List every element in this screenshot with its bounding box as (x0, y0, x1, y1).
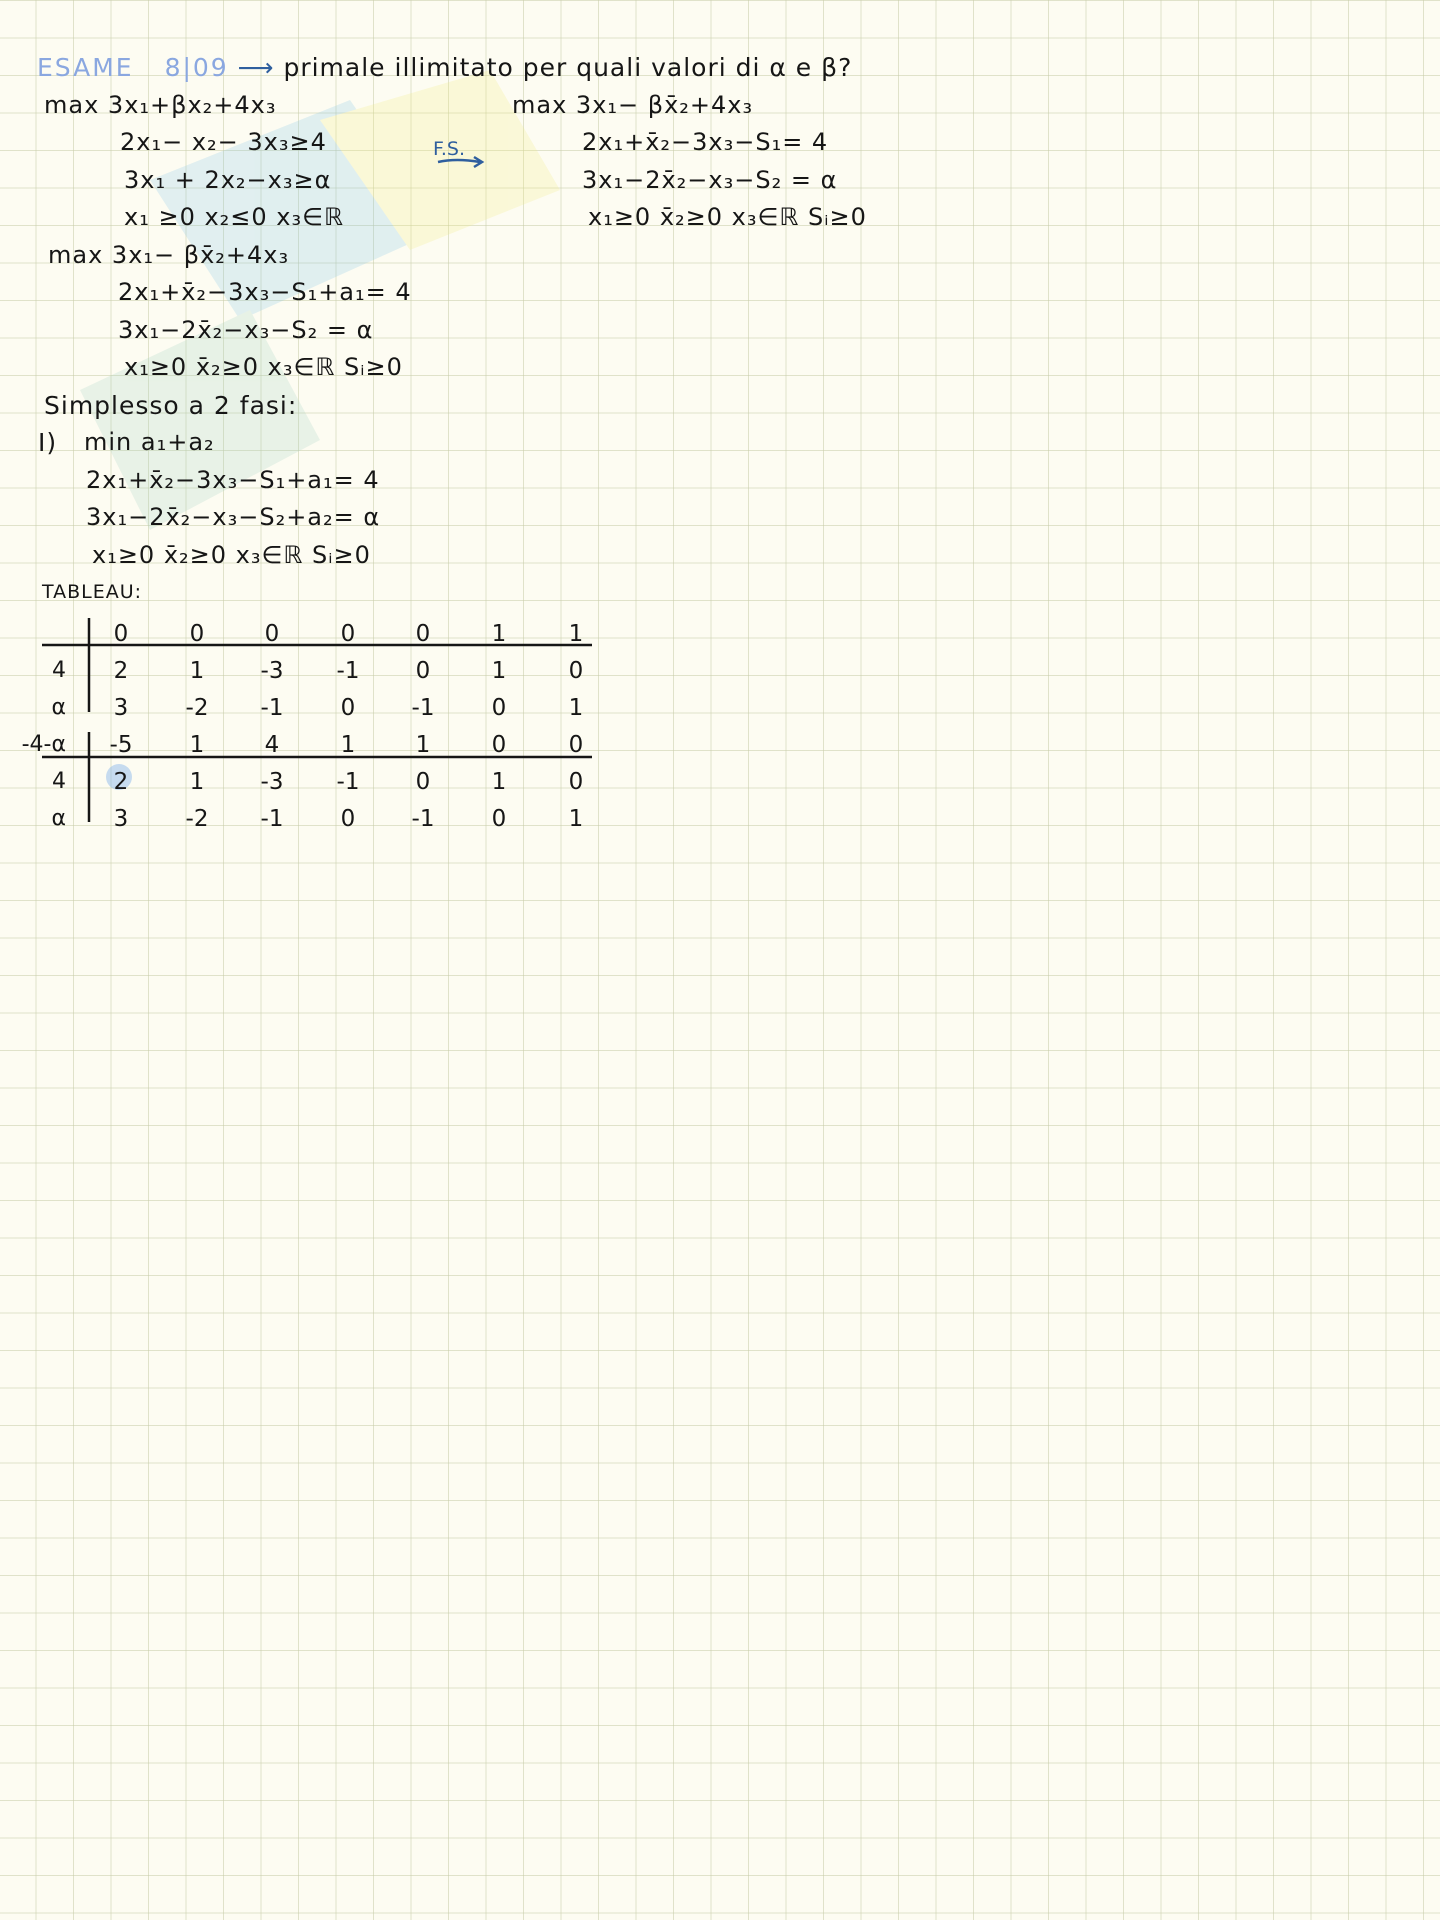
rhs-cell: 4 (52, 658, 66, 683)
tableau-cell: 0 (415, 769, 431, 795)
tableau-cell: -1 (336, 769, 360, 795)
tableau-cell: 1 (340, 732, 356, 758)
tableau-cell: -1 (411, 806, 435, 832)
tableau-cell: 1 (189, 732, 205, 758)
phase1-constraint-1: 2x₁+x̄₂−3x₃−S₁+a₁= 4 (86, 466, 380, 494)
artificial-constraint-2: 3x₁−2x̄₂−x₃−S₂ = α (118, 316, 374, 344)
arrow-icon: ⟶ (237, 53, 275, 82)
tableau-cell: -2 (185, 806, 209, 832)
original-constraint-2: 3x₁ + 2x₂−x₃≥α (124, 166, 332, 194)
tableau-label: TABLEAU: (42, 581, 143, 603)
tableau-cell: 0 (491, 695, 507, 721)
tableau-cell: 1 (568, 806, 584, 832)
exam-date: 8|09 (164, 53, 229, 82)
tableau-cell: 0 (415, 658, 431, 684)
tableau-cell: -1 (260, 806, 284, 832)
phase-label: I) (38, 428, 58, 457)
tableau-cell: 1 (491, 658, 507, 684)
exam-label: ESAME (37, 53, 134, 82)
question-text: primale illimitato per quali valori di α e β? (283, 53, 853, 82)
tableau-cell: 0 (340, 695, 356, 721)
rhs-cell: 4 (52, 769, 66, 794)
tableau-cell: 1 (189, 769, 205, 795)
standard-objective: max 3x₁− βx̄₂+4x₃ (512, 91, 754, 119)
tableau-cell: -1 (411, 695, 435, 721)
phase1-constraint-2: 3x₁−2x̄₂−x₃−S₂+a₂= α (86, 503, 381, 531)
artificial-objective: max 3x₁− βx̄₂+4x₃ (48, 241, 290, 269)
tableau-cell: 3 (113, 806, 129, 832)
tableau-cell: 3 (113, 695, 129, 721)
original-objective: max 3x₁+βx₂+4x₃ (44, 91, 277, 119)
tableau-cell: 0 (568, 732, 584, 758)
cost-cell: 0 (415, 621, 431, 647)
tableau-cell: -2 (185, 695, 209, 721)
artificial-sign-constraints: x₁≥0 x̄₂≥0 x₃∈ℝ Sᵢ≥0 (124, 353, 403, 381)
tableau-cell: -1 (336, 658, 360, 684)
standard-constraint-2: 3x₁−2x̄₂−x₃−S₂ = α (582, 166, 838, 194)
standard-form-label: F.S. (433, 138, 466, 160)
tableau-cell: 2 (113, 769, 129, 795)
cost-cell: 0 (113, 621, 129, 647)
original-constraint-1: 2x₁− x₂− 3x₃≥4 (120, 128, 327, 156)
cost-cell: 0 (264, 621, 280, 647)
tableau-cell: 1 (568, 695, 584, 721)
standard-sign-constraints: x₁≥0 x̄₂≥0 x₃∈ℝ Sᵢ≥0 (588, 203, 867, 231)
tableau-cell: -5 (109, 732, 133, 758)
tableau-cell: 1 (415, 732, 431, 758)
rhs-cell: α (51, 806, 66, 831)
artificial-constraint-1: 2x₁+x̄₂−3x₃−S₁+a₁= 4 (118, 278, 412, 306)
phase1-objective: min a₁+a₂ (84, 428, 215, 456)
tableau-cell: -1 (260, 695, 284, 721)
rhs-cell: -4-α (21, 732, 66, 757)
tableau-cell: 4 (264, 732, 280, 758)
phase1-sign-constraints: x₁≥0 x̄₂≥0 x₃∈ℝ Sᵢ≥0 (92, 541, 371, 569)
tableau-cell: 0 (491, 732, 507, 758)
cost-cell: 1 (491, 621, 507, 647)
tableau-cell: -3 (260, 658, 284, 684)
tableau-cell: 0 (568, 658, 584, 684)
tableau-cell: -3 (260, 769, 284, 795)
cost-cell: 0 (340, 621, 356, 647)
tableau-cell: 1 (189, 658, 205, 684)
tableau-cell: 0 (568, 769, 584, 795)
tableau-cell: 0 (491, 806, 507, 832)
tableau-cell: 1 (491, 769, 507, 795)
original-sign-constraints: x₁ ≥0 x₂≤0 x₃∈ℝ (124, 203, 345, 231)
cost-cell: 0 (189, 621, 205, 647)
rhs-cell: α (51, 695, 66, 720)
two-phase-title: Simplesso a 2 fasi: (44, 391, 298, 420)
tableau-cell: 2 (113, 658, 129, 684)
cost-cell: 1 (568, 621, 584, 647)
tableau-cell: 0 (340, 806, 356, 832)
standard-constraint-1: 2x₁+x̄₂−3x₃−S₁= 4 (582, 128, 829, 156)
